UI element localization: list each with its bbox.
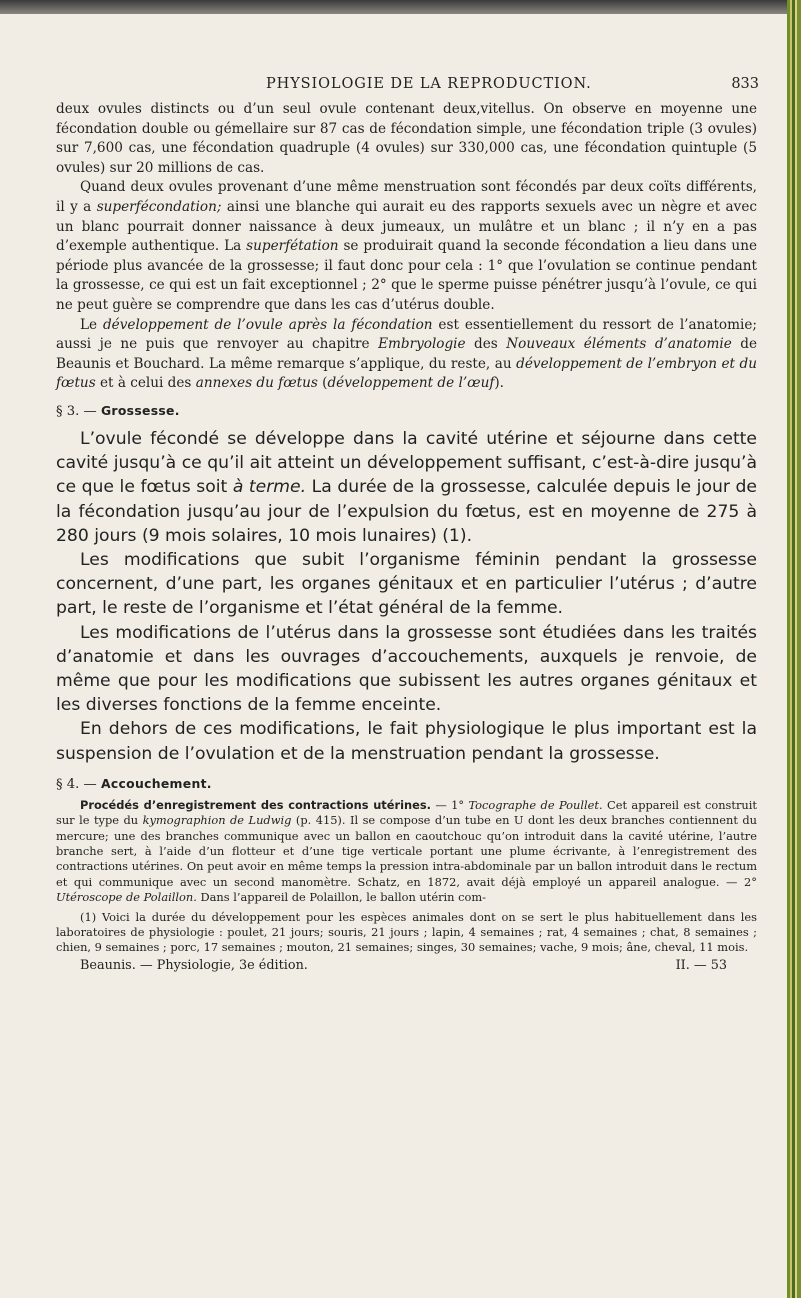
paragraph-multiple-fecondation: deux ovules distincts ou d’un seul ovule contenant deux,vitellus. On observe en moyenne une fécondation double ou gémellaire sur 87 cas de fécondation simple, une fécondation triple (3 ovules) sur 7,600 cas, une fécondation quadruple (4 ovules) sur 330,000 cas, une fécondation quintuple (5 ovules) sur 20 millions de cas. [56,101,757,176]
footer-signature: II. — 53 [675,957,727,973]
header-title: PHYSIOLOGIE DE LA REPRODUCTION. [266,76,592,92]
scan-right-edge [787,0,801,1298]
footer-source: Beaunis. — Physiologie, 3e édition. [80,957,308,973]
book-page [56,76,759,973]
page-footer [56,958,757,973]
paragraph-grossesse-duree: L’ovule fécondé se développe dans la cavité utérine et séjourne dans cette cavité jusqu’à ce qu’il ait atteint un développement suffisant, c’est-à-dire jusqu’à ce que le fœtus soit à terme. La durée de la grossesse, calculée depuis le jour de la fécondation jusqu’au jour de l’expulsion du fœtus, est en moyenne de 275 à 280 jours (9 mois solaires, 10 mois lunaires) (1). [56,428,757,546]
paragraph-superfecondation: Quand deux ovules provenant d’une même menstruation sont fécondés par deux coïts différents, il y a superfécondation; ainsi une blanche qui aurait eu des rapports sexuels avec un nègre et avec un blanc pourrait donner naissance à deux jumeaux, un mulâtre et un blanc ; il n’y en a pas d’exemple authentique. La superfétation se produirait quand la seconde fécondation a lieu dans une période plus avancée de la grossesse; il faut donc pour cela : 1° que l’ovulation se continue pendant la grossesse, ce qui est un fait exceptionnel ; 2° que le sperme puisse pénétrer jusqu’à l’ovule, ce qui ne peut guère se comprendre que dans les cas d’utérus double. [56,179,757,313]
page-number: 833 [731,76,759,92]
footnote-duree-developpement: (1) Voici la durée du développement pour les espèces animales dont on se sert le plus habituellement dans les laboratoires de physiologie : poulet, 21 jours; souris, 21 jours ; lapin, 4 semaines ; rat, 4 semaines ; chat, 8 semaines ; chien, 9 semaines ; porc, 17 semaines ; mouton, 21 semaines; singes, 30 semaines; vache, 9 mois; âne, cheval, 11 mois. [56,909,757,955]
section-heading-accouchement: § 4. — Accouchement. [56,775,212,792]
running-header [56,76,757,100]
paragraph-modifications-uterus: Les modifications de l’utérus dans la grossesse sont étudiées dans les traités d’anatomie et dans les ouvrages d’accouchements, auxquels je renvoie, de même que pour les modifications que subissent les autres organes génitaux et les diverses fonctions de la femme enceinte. [56,622,757,716]
section-heading-grossesse: § 3. — Grossesse. [56,402,180,419]
paragraph-modifications: Les modifications que subit l’organisme féminin pendant la grossesse concernent, d’une part, les organes génitaux et en particulier l’utérus ; d’autre part, le reste de l’organisme et l’état général de la femme. [56,549,757,619]
paragraph-suspension-ovulation: En dehors de ces modifications, le fait physiologique le plus important est la suspension de l’ovulation et de la menstruation pendant la grossesse. [56,719,757,764]
paragraph-developpement: Le développement de l’ovule après la fécondation est essentiellement du ressort de l’anatomie; aussi je ne puis que renvoyer au chapitre Embryologie des Nouveaux éléments d’anatomie de Beaunis et Bouchard. La même remarque s’applique, du reste, au développement de l’embryon et du fœtus et à celui des annexes du fœtus (développement de l’œuf). [56,316,758,392]
paragraph-procedes-enregistrement: Procédés d’enregistrement des contractions utérines. — 1° Tocographe de Poullet. Cet appareil est construit sur le type du kymographion de Ludwig (p. 415). Il se compose d’un tube en U dont les deux branches contiennent du mercure; une des branches communique avec un ballon en caoutchouc qu’on introduit dans la cavité utérine, l’autre branche sert, à l’aide d’un flotteur et d’une tige verticale portant une plume écrivante, à l’enregistrement des contractions utérines. On peut avoir en même temps la pression intra-abdominale par un ballon introduit dans le rectum et qui communique avec un second manomètre. Schatz, en 1872, avait déjà employé un appareil analogue. — 2° Utéroscope de Polaillon. Dans l’appareil de Polaillon, le ballon utérin com- [56,797,758,905]
scan-top-border [0,0,801,14]
